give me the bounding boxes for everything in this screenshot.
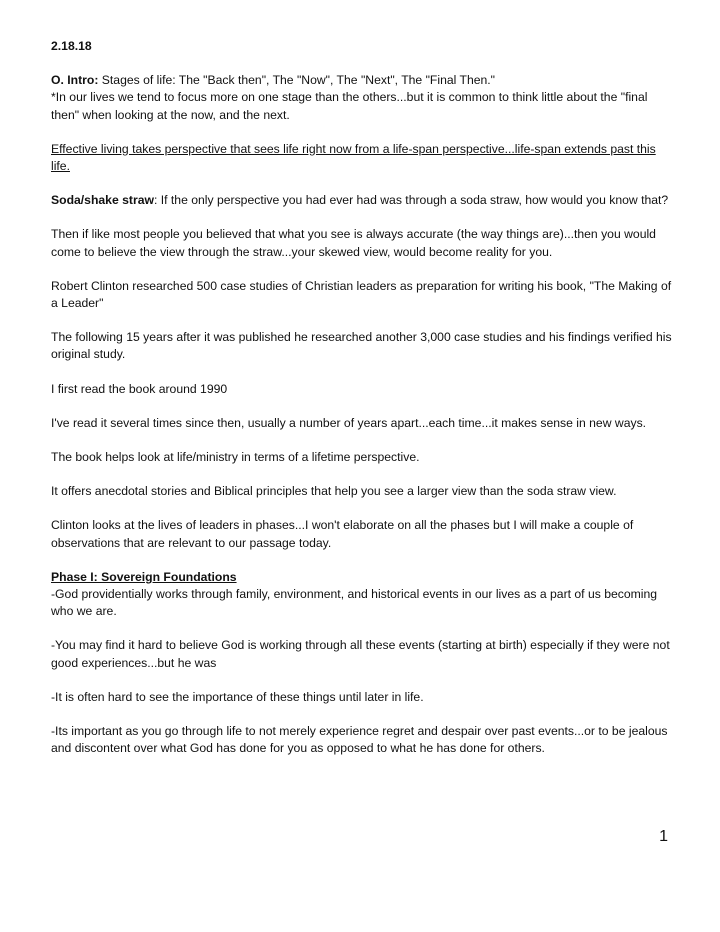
phase1-point: -God providentially works through family, environment, and historical events in our lives as a part of us becoming who we are. <box>51 587 658 619</box>
body-paragraph: The following 15 years after it was published he researched another 3,000 case studies and his findings verified his original study. <box>51 330 672 362</box>
intro-label: O. Intro: <box>51 73 99 88</box>
body-paragraph: Clinton looks at the lives of leaders in phases...I won't elaborate on all the phases but I will make a couple of observations that are relevant to our passage today. <box>51 518 634 550</box>
body-paragraph: I first read the book around 1990 <box>51 381 228 396</box>
phase1-point: -It is often hard to see the importance of these things until later in life. <box>51 689 424 704</box>
intro-text: Stages of life: The "Back then", The "Now", The "Next", The "Final Then." <box>98 73 495 88</box>
intro-paragraph <box>51 72 676 124</box>
intro-note: *In our lives we tend to focus more on one stage than the others...but it is common to think little about the "final then" when looking at the now, and the next. <box>51 90 648 122</box>
soda-straw-label: Soda/shake straw <box>51 193 154 208</box>
body-paragraph: Robert Clinton researched 500 case studies of Christian leaders as preparation for writing his book, "The Making of a Leader" <box>51 278 672 311</box>
phase1-point: -You may find it hard to believe God is working through all these events (starting at birth) especially if they were not good experiences...but he was <box>51 638 670 670</box>
body-paragraph: The book helps look at life/ministry in terms of a lifetime perspective. <box>51 450 420 465</box>
page-number: 1 <box>659 828 668 845</box>
body-paragraph: Then if like most people you believed that what you see is always accurate (the way things are)...then you would come to believe the view through the straw...your skewed view, would become reality for you. <box>51 227 656 259</box>
document-date: 2.18.18 <box>51 39 92 53</box>
phase1-point: -Its important as you go through life to not merely experience regret and despair over past events...or to be jealous and discontent over what God has done for you as opposed to what he has done for others. <box>51 724 668 756</box>
soda-straw-paragraph <box>51 192 676 209</box>
phase1-heading: Phase I: Sovereign Foundations <box>51 569 237 584</box>
soda-straw-text: : If the only perspective you had ever had was through a soda straw, how would you know that? <box>153 193 669 208</box>
perspective-statement: Effective living takes perspective that sees life right now from a life-span perspective...life-span extends past this life. <box>51 141 656 174</box>
document-body <box>51 38 676 774</box>
body-paragraph: It offers anecdotal stories and Biblical principles that help you see a larger view than the soda straw view. <box>51 484 617 499</box>
body-paragraph: I've read it several times since then, usually a number of years apart...each time...it makes sense in new ways. <box>51 415 647 430</box>
